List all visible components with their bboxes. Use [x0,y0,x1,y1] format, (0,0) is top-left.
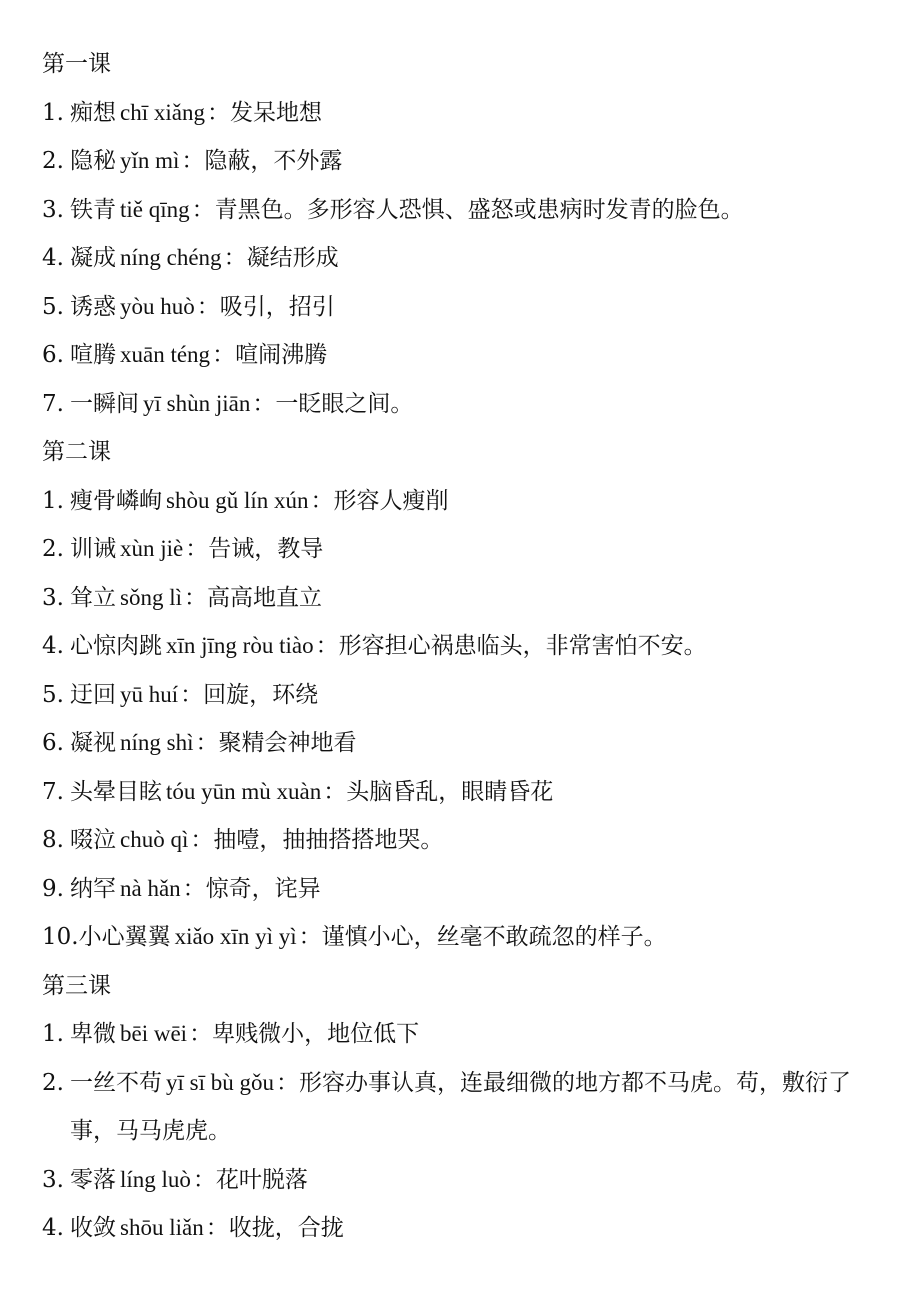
entry-number: 7. [42,390,64,417]
entry-number: 1. [42,487,64,514]
entry-definition: ：隐蔽，不外露 [181,148,343,174]
entry-number: 4. [42,245,64,271]
entry-word: 零落 [70,1166,116,1193]
list-item [42,913,890,962]
list-item [42,816,890,865]
entry-definition: ：凝结形成 [223,245,339,271]
lesson-title: 第一课 [42,51,111,77]
list-item [42,1010,890,1059]
entry-word: 小心翼翼 [78,924,171,950]
entry-word: 迂回 [70,681,116,708]
entry-word: 纳罕 [70,875,116,902]
entry-pinyin: yǐn mì [120,148,180,173]
entry-definition: ：惊奇，诧异 [182,875,321,902]
entry-definition: ：聚精会神地看 [195,730,357,756]
entry-number: 7. [42,778,64,805]
list-item [42,137,890,186]
list-item [42,331,890,380]
entry-pinyin: bēi wēi [120,1021,188,1046]
entry-number: 6. [42,730,64,756]
entry-number: 3. [42,584,64,611]
entry-pinyin: xùn jiè [120,536,184,561]
entry-pinyin: sǒng lì [120,584,182,610]
entry-word: 凝视 [70,730,116,756]
entry-pinyin: shōu liǎn [120,1215,204,1240]
list-item [42,622,890,671]
list-item [42,1204,890,1253]
list-item [42,477,890,526]
entry-word: 啜泣 [70,827,116,853]
entry-word: 一丝不苟 [70,1069,162,1096]
entry-pinyin: xīn jīng ròu tiào [166,633,314,658]
entry-definition: ：谨慎小心，丝毫不敢疏忽的样子。 [298,924,667,950]
entry-pinyin: chuò qì [120,827,189,852]
list-item [42,1156,890,1205]
entry-definition: ：抽噎，抽抽搭搭地哭。 [190,827,444,853]
entry-pinyin: chī xiǎng [120,99,205,125]
entry-definition: ：发呆地想 [206,99,322,126]
entry-number: 4. [42,1215,64,1241]
entry-pinyin: tóu yūn mù xuàn [166,778,322,804]
list-item [42,865,890,914]
entry-definition: ：吸引，招引 [196,293,335,320]
list-item [42,768,890,817]
list-item [42,89,890,138]
entry-number: 9. [42,875,64,902]
entry-definition: ：回旋，环绕 [180,681,319,708]
entry-word: 喧腾 [70,342,116,368]
entry-definition: ：收拢，合拢 [205,1215,344,1241]
list-item [42,574,890,623]
entry-word: 耸立 [70,584,116,611]
entry-definition: ：青黑色。多形容人恐惧、盛怒或患病时发青的脸色。 [191,196,744,223]
entry-word: 训诫 [70,536,116,562]
entry-number: 5. [42,681,64,708]
entry-word: 瘦骨嶙峋 [70,487,162,514]
entry-definition: ：告诫，教导 [185,536,324,562]
lesson-title: 第二课 [42,439,111,465]
entry-word: 收敛 [70,1215,116,1241]
entry-pinyin: líng luò [120,1166,191,1192]
entry-number: 2. [42,536,64,562]
entry-number: 1. [42,99,64,126]
entry-number: 8. [42,827,64,853]
entry-pinyin: yī sī bù gǒu [166,1069,274,1095]
lesson-title: 第三课 [42,972,111,999]
entry-number: 2. [42,148,64,174]
entry-number: 2. [42,1069,64,1096]
entry-pinyin: yòu huò [120,293,195,319]
entry-number: 6. [42,342,64,368]
entry-number: 5. [42,293,64,320]
entry-number: 10. [42,924,79,950]
entry-word: 凝成 [70,245,116,271]
entry-definition: ：一眨眼之间。 [252,390,414,417]
entry-pinyin: shòu gǔ lín xún [166,487,309,513]
entry-number: 3. [42,1166,64,1193]
entry-pinyin: yī shùn jiān [143,390,251,416]
entry-pinyin: níng shì [120,730,194,755]
entry-word: 卑微 [70,1021,116,1047]
list-item [42,525,890,574]
entry-word: 痴想 [70,99,116,126]
list-item [42,1059,890,1156]
entry-number: 1. [42,1021,64,1047]
entry-number: 3. [42,196,64,223]
entry-word: 心惊肉跳 [70,633,162,659]
list-item [42,234,890,283]
list-item [42,380,890,429]
list-item [42,719,890,768]
entry-pinyin: yū huí [120,681,179,707]
entry-definition: ：头脑昏乱，眼睛昏花 [323,778,554,805]
entry-word: 一瞬间 [70,390,139,417]
entry-pinyin: tiě qīng [120,196,190,222]
entry-pinyin: xiǎo xīn yì yì [174,924,297,949]
entry-definition: ：喧闹沸腾 [212,342,328,368]
entry-word: 头晕目眩 [70,778,162,805]
entry-word: 隐秘 [70,148,116,174]
entry-definition: ：卑贱微小，地位低下 [189,1021,420,1047]
entry-definition: ：花叶脱落 [192,1166,308,1193]
entry-definition: ：形容担心祸患临头，非常害怕不安。 [315,633,707,659]
list-item [42,671,890,720]
entry-word: 铁青 [70,196,116,223]
list-item [42,283,890,332]
entry-definition: ：形容办事认真，连最细微的地方都不马虎。苟，敷衍了事，马马虎虎。 [70,1069,851,1144]
entry-pinyin: nà hǎn [120,875,181,901]
entry-definition: ：高高地直立 [183,584,322,611]
list-item [42,186,890,235]
entry-word: 诱惑 [70,293,116,320]
entry-number: 4. [42,633,64,659]
entry-pinyin: xuān téng [120,342,211,367]
entry-pinyin: níng chéng [120,245,222,270]
entry-definition: ：形容人瘦削 [310,487,449,514]
